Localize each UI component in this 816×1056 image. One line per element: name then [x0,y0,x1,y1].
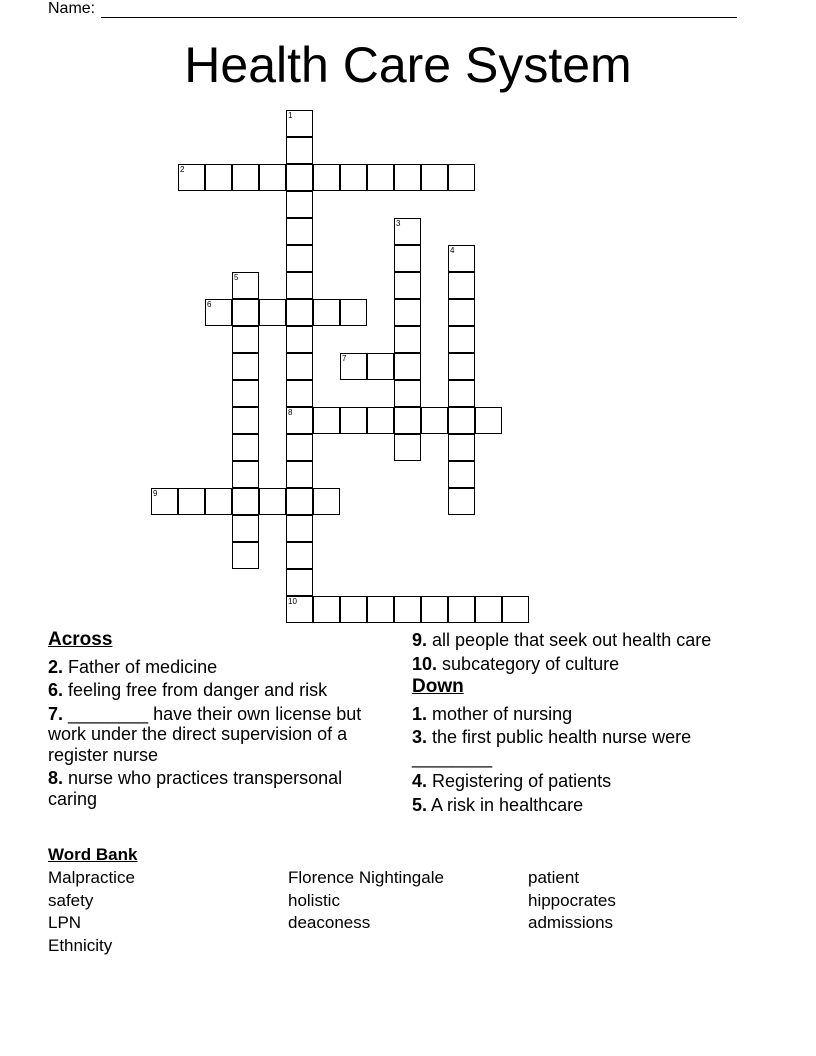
crossword-cell[interactable] [232,488,259,515]
clue-number: 6 [207,300,212,309]
crossword-cell[interactable] [394,326,421,353]
crossword-cell[interactable] [286,407,313,434]
crossword-cell[interactable] [448,326,475,353]
crossword-cell[interactable] [448,596,475,623]
clue-down-3: 3. the first public health nurse were ________ [412,727,692,768]
crossword-cell[interactable] [232,353,259,380]
crossword-cell[interactable] [232,164,259,191]
crossword-cell[interactable] [286,110,313,137]
crossword-cell[interactable] [394,299,421,326]
crossword-cell[interactable] [340,299,367,326]
crossword-cell[interactable] [286,380,313,407]
crossword-cell[interactable] [232,434,259,461]
clue-across-8: 8. nurse who practices transpersonal caring [48,768,343,809]
crossword-cell[interactable] [151,488,178,515]
crossword-cell[interactable] [286,137,313,164]
crossword-cell[interactable] [178,488,205,515]
crossword-cell[interactable] [259,299,286,326]
crossword-cell[interactable] [286,461,313,488]
clue-down-5: 5. A risk in healthcare [412,794,584,815]
crossword-cell[interactable] [313,299,340,326]
word-bank-item: safety [48,890,94,910]
crossword-cell[interactable] [340,407,367,434]
crossword-cell[interactable] [313,596,340,623]
crossword-cell[interactable] [232,542,259,569]
word-bank-column [48,867,135,957]
word-bank-item: hippocrates [528,890,616,910]
crossword-cell[interactable] [367,407,394,434]
word-bank-item: patient [528,868,580,887]
crossword-cell[interactable] [394,380,421,407]
crossword-cell[interactable] [421,407,448,434]
crossword-cell[interactable] [232,326,259,353]
crossword-cell[interactable] [448,380,475,407]
crossword-cell[interactable] [394,596,421,623]
clue-number: 2 [180,165,185,174]
crossword-cell[interactable] [394,353,421,380]
clue-across-10: 10. subcategory of culture [412,653,620,674]
crossword-cell[interactable] [421,164,448,191]
crossword-cell[interactable] [259,164,286,191]
crossword-cell[interactable] [232,272,259,299]
crossword-cell[interactable] [313,407,340,434]
crossword-cell[interactable] [394,164,421,191]
word-bank-item: LPN [48,913,82,932]
crossword-cell[interactable] [340,596,367,623]
clue-number: 4 [450,246,455,255]
word-bank-item: holistic [288,890,340,910]
clue-number: 3 [396,219,401,228]
word-bank-title: Word Bank [48,845,138,864]
crossword-cell[interactable] [286,245,313,272]
crossword-cell[interactable] [340,353,367,380]
crossword-cell[interactable] [232,515,259,542]
crossword-cell[interactable] [367,596,394,623]
crossword-cell[interactable] [448,299,475,326]
crossword-cell[interactable] [286,272,313,299]
crossword-cell[interactable] [286,434,313,461]
crossword-cell[interactable] [286,326,313,353]
crossword-cell[interactable] [232,299,259,326]
crossword-cell[interactable] [286,596,313,623]
clue-number: 10 [288,597,297,606]
word-bank-column [528,867,616,935]
crossword-cell[interactable] [313,164,340,191]
clue-down-4: 4. Registering of patients [412,771,612,791]
clue-number: 1 [288,111,293,120]
word-bank-column [288,867,444,935]
crossword-cell[interactable] [286,299,313,326]
page-title: Health Care System [184,37,632,93]
crossword-cell[interactable] [232,461,259,488]
clues-right-column [412,630,757,818]
crossword-cell[interactable] [394,245,421,272]
word-bank-item: Malpractice [48,868,135,887]
clue-number: 8 [288,408,293,417]
crossword-cell[interactable] [448,407,475,434]
crossword-cell[interactable] [421,596,448,623]
crossword-cell[interactable] [448,434,475,461]
clue-across-2: 2. Father of medicine [48,656,218,677]
clue-across-9: 9. all people that seek out health care [412,630,712,650]
crossword-cell[interactable] [394,272,421,299]
crossword-cell[interactable] [286,353,313,380]
clue-number: 5 [234,273,239,282]
word-bank-item: Florence Nightingale [288,868,444,887]
crossword-cell[interactable] [367,164,394,191]
crossword-cell[interactable] [448,353,475,380]
crossword-cell[interactable] [394,434,421,461]
across-heading: Across [48,629,113,650]
clue-number: 9 [153,489,158,498]
crossword-cell[interactable] [448,245,475,272]
crossword-cell[interactable] [205,299,232,326]
word-bank-item: admissions [528,913,614,932]
word-bank-item: deaconess [288,913,371,932]
crossword-cell[interactable] [259,488,286,515]
clues-left-column [48,630,393,812]
crossword-cell[interactable] [448,272,475,299]
clue-across-7: 7. ________ have their own license but work under the direct supervision of a register nurse [48,703,362,765]
clue-number: 7 [342,354,347,363]
crossword-cell[interactable] [178,164,205,191]
crossword-cell[interactable] [475,407,502,434]
crossword-cell[interactable] [286,488,313,515]
crossword-cell[interactable] [448,461,475,488]
crossword-cell[interactable] [448,164,475,191]
crossword-cell[interactable] [286,515,313,542]
crossword-cell[interactable] [394,218,421,245]
crossword-cell[interactable] [286,542,313,569]
crossword-cell[interactable] [205,488,232,515]
crossword-cell[interactable] [232,380,259,407]
name-label: Name: [48,0,96,17]
crossword-cell[interactable] [367,353,394,380]
crossword-cell[interactable] [394,407,421,434]
down-heading: Down [412,676,464,697]
crossword-cell[interactable] [313,488,340,515]
crossword-cell[interactable] [286,218,313,245]
crossword-cell[interactable] [286,164,313,191]
crossword-cell[interactable] [502,596,529,623]
crossword-cell[interactable] [205,164,232,191]
crossword-cell[interactable] [475,596,502,623]
crossword-cell[interactable] [286,191,313,218]
crossword-cell[interactable] [286,569,313,596]
word-bank-item: Ethnicity [48,935,113,955]
crossword-cell[interactable] [448,488,475,515]
clue-down-1: 1. mother of nursing [412,703,573,724]
clue-across-6: 6. feeling free from danger and risk [48,680,328,700]
crossword-cell[interactable] [232,407,259,434]
crossword-cell[interactable] [340,164,367,191]
